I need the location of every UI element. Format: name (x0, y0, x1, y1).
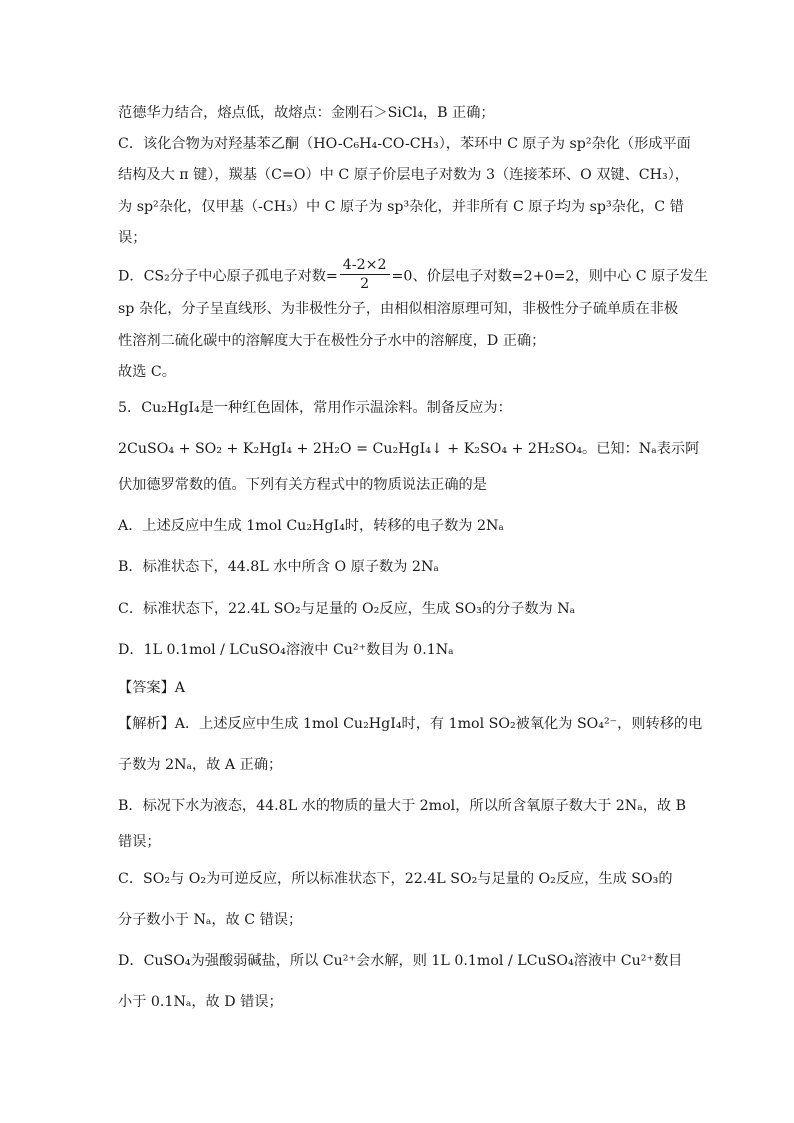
text-line-7: sp 杂化，分子呈直线形、为非极性分子，由相似相溶原理可知，非极性分子硫单质在非极 (118, 301, 679, 317)
analysis-d-2: 小于 0.1Nₐ，故 D 错误； (118, 994, 283, 1010)
option-b: B．标准状态下，44.8L 水中所含 O 原子数为 2Nₐ (118, 559, 439, 575)
text-line-8: 性溶剂二硫化碳中的溶解度大于在极性分子水中的溶解度，D 正确； (118, 333, 546, 349)
text-line-d-fraction (118, 258, 708, 295)
fraction-denominator: 2 (360, 276, 370, 292)
analysis-a-2: 子数为 2Nₐ，故 A 正确； (118, 757, 283, 773)
text-line-9: 故选 C。 (118, 364, 176, 380)
text-line-1: 范德华力结合，熔点低，故熔点：金刚石＞SiCl₄，B 正确； (118, 105, 495, 121)
analysis-a-1: 【解析】A．上述反应中生成 1mol Cu₂HgI₄时，有 1mol SO₂被氧化为 SO₄²⁻，则转移的电 (118, 716, 703, 732)
analysis-b-2: 错误； (118, 834, 161, 850)
option-a: A．上述反应中生成 1mol Cu₂HgI₄时，转移的电子数为 2Nₐ (118, 518, 504, 534)
option-d: D．1L 0.1mol / LCuSO₄溶液中 Cu²⁺数目为 0.1Nₐ (118, 642, 454, 658)
fraction-after: =0、价层电子对数=2+0=2，则中心 C 原子发生 (391, 268, 708, 285)
fraction-numerator: 4-2×2 (340, 256, 390, 275)
option-c: C．标准状态下，22.4L SO₂与足量的 O₂反应，生成 SO₃的分子数为 Nₐ (118, 601, 576, 617)
text-line-3: 结构及大 π 键），羰基（C=O）中 C 原子价层电子对数为 3（连接苯环、O 双键、CH₃）， (118, 167, 689, 183)
reaction-equation: 2CuSO₄ + SO₂ + K₂HgI₄ + 2H₂O = Cu₂HgI₄↓ + K₂SO₄ + 2H₂SO₄。已知：Nₐ表示阿 (118, 441, 700, 457)
analysis-c-2: 分子数小于 Nₐ，故 C 错误； (118, 912, 303, 928)
fraction (340, 256, 390, 293)
analysis-d-1: D．CuSO₄为强酸弱碱盐，所以 Cu²⁺会水解，则 1L 0.1mol / LCuSO₄溶液中 Cu²⁺数目 (118, 953, 683, 969)
text-line-2: C．该化合物为对羟基苯乙酮（HO-C₆H₄-CO-CH₃），苯环中 C 原子为 sp²杂化（形成平面 (118, 136, 691, 152)
text-line-12: 伏加德罗常数的值。下列有关方程式中的物质说法正确的是 (118, 477, 487, 493)
text-line-4: 为 sp²杂化，仅甲基（-CH₃）中 C 原子为 sp³杂化，并非所有 C 原子均为 sp³杂化，C 错 (118, 199, 684, 215)
analysis-c-1: C．SO₂与 O₂为可逆反应，所以标准状态下，22.4L SO₂与足量的 O₂反应，生成 SO₃的 (118, 871, 673, 887)
answer: 【答案】A (118, 680, 185, 696)
fraction-before: D．CS₂分子中心原子孤电子对数= (118, 268, 338, 285)
text-line-5: 误； (118, 230, 147, 246)
question-stem: 5．Cu₂HgI₄是一种红色固体，常用作示温涂料。制备反应为： (118, 400, 512, 416)
analysis-b-1: B．标况下水为液态，44.8L 水的物质的量大于 2mol，所以所含氧原子数大于 2Nₐ，故 B (118, 798, 687, 814)
